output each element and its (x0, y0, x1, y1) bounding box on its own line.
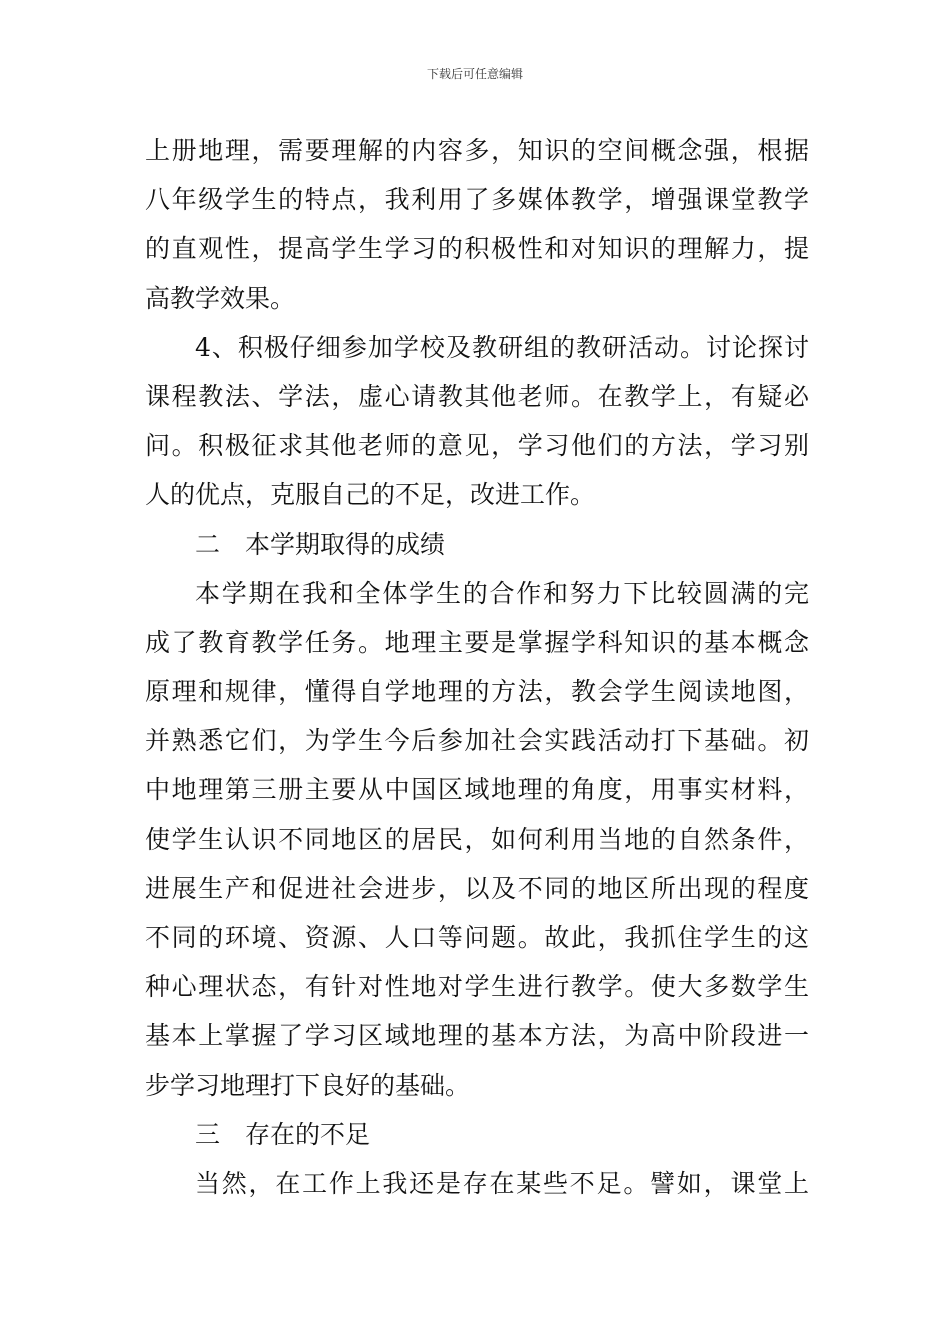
text-line: 的直观性，提高学生学习的积极性和对知识的理解力，提 (145, 234, 809, 264)
paragraph-first-line: 当然，在工作上我还是存在某些不足。譬如，课堂上 (195, 1168, 809, 1198)
document-body (145, 126, 809, 1208)
text-line: 上册地理，需要理解的内容多，知识的空间概念强，根据 (145, 136, 809, 165)
paragraph-first-line: 4、积极仔细参加学校及教研组的教研活动。讨论探讨 (195, 332, 809, 362)
text-line: 问。积极征求其他老师的意见，学习他们的方法，学习别 (145, 431, 809, 461)
text-line: 种心理状态，有针对性地对学生进行教学。使大多数学生 (145, 972, 809, 1002)
text-line: 八年级学生的特点，我利用了多媒体教学，增强课堂教学 (145, 185, 809, 215)
text-line: 进展生产和促进社会进步，以及不同的地区所出现的程度 (145, 873, 809, 903)
text-line: 高教学效果。 (145, 283, 296, 313)
text-line: 人的优点，克服自己的不足，改进工作。 (145, 480, 596, 510)
paragraph-first-line: 本学期在我和全体学生的合作和努力下比较圆满的完 (195, 578, 809, 608)
text-line: 成了教育教学任务。地理主要是掌握学科知识的基本概念 (145, 627, 809, 657)
page-header-note: 下载后可任意编辑 (426, 67, 523, 81)
text-line: 原理和规律，懂得自学地理的方法，教会学生阅读地图， (145, 677, 809, 707)
text-line: 使学生认识不同地区的居民，如何利用当地的自然条件， (145, 824, 809, 854)
text-line: 不同的环境、资源、人口等问题。故此，我抓住学生的这 (145, 923, 809, 952)
text-line: 课程教法、学法，虚心请教其他老师。在教学上，有疑必 (145, 381, 809, 411)
text-line: 并熟悉它们，为学生今后参加社会实践活动打下基础。初 (145, 726, 809, 756)
section-heading: 二 本学期取得的成绩 (195, 529, 446, 559)
text-line: 中地理第三册主要从中国区域地理的角度，用事实材料， (145, 775, 809, 805)
section-heading: 三 存在的不足 (195, 1119, 371, 1149)
text-line: 步学习地理打下良好的基础。 (145, 1070, 471, 1100)
text-line: 基本上掌握了学习区域地理的基本方法，为高中阶段进一 (145, 1021, 809, 1051)
